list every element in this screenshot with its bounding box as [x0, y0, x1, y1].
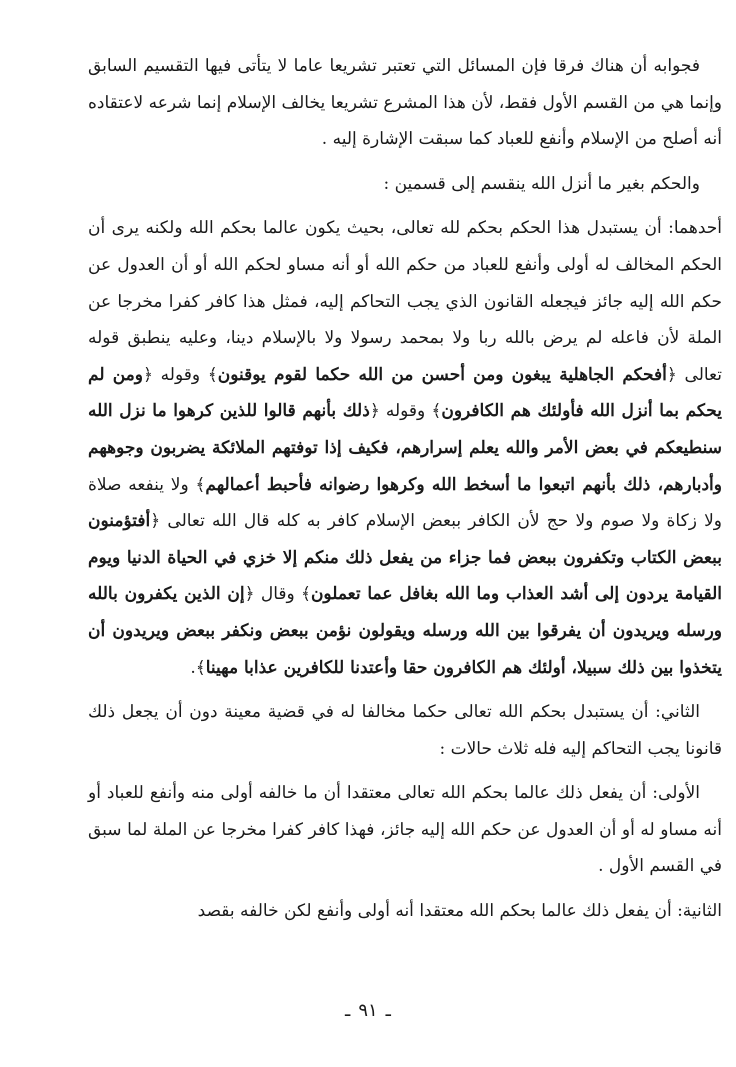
- paragraph-second-type: الثاني: أن يستبدل بحكم الله تعالى حكما مخالفا له في قضية معينة دون أن يجعل ذلك قانونا يجب التحاكم إليه فله ثلاث حالات :: [88, 702, 722, 759]
- page-number-dash: ـ: [385, 1000, 391, 1021]
- text-segment: ﴾ وقوله ﴿: [369, 401, 442, 422]
- page-number: [0, 1000, 736, 1021]
- quran-verse: ذلك بأنهم قالوا للذين كرهوا ما نزل الله سنطيعكم في بعض الأمر والله يعلم إسرارهم، فكيف إذا توفتهم الملائكة يضربون وجوههم وأدبارهم، ذلك بأنهم اتبعوا ما أسخط الله وكرهوا رضوانه فأحبط أعمالهم: [88, 401, 722, 495]
- quran-verse: أفتؤمنون ببعض الكتاب وتكفرون ببعض فما جزاء من يفعل ذلك منكم إلا خزي في الحياة الدنيا ويوم القيامة يردون إلى أشد العذاب وما الله بغافل عما تعملون: [88, 511, 723, 605]
- page-number-dash: ـ: [345, 1000, 351, 1021]
- text-segment: أحدهما: أن يستبدل هذا الحكم بحكم لله تعالى، بحيث يكون عالما بحكم الله ولكنه يرى أن الحكم المخالف له أولى وأنفع للعباد من حكم الله أو أنه مساو لحكم الله أو أن العدول عن حكم الله إليه جائز فيجعله القانون الذي يجب التحاكم إليه، فمثل هذا كافر كفرا مخرجا عن الملة لأن فاعله لم يرض بالله ربا ولا بمحمد رسولا ولا بالإسلام دينا، وعليه ينطبق قوله تعالى ﴿: [88, 218, 722, 385]
- text-segment: ﴾ وقال ﴿: [244, 584, 311, 605]
- quran-verse: ومن لم يحكم بما أنزل الله فأولئك هم الكافرون: [88, 364, 723, 422]
- page-body: [88, 48, 722, 938]
- quran-verse: أفحكم الجاهلية يبغون ومن أحسن من الله حكما لقوم يوقنون: [217, 364, 667, 385]
- text-segment: ﴾ وقوله ﴿: [142, 364, 218, 385]
- paragraph-second-case: الثانية: أن يفعل ذلك عالما بحكم الله معتقدا أنه أولى وأنفع لكن خالفه بقصد: [197, 901, 722, 922]
- paragraph-division-intro: والحكم بغير ما أنزل الله ينقسم إلى قسمين :: [383, 173, 700, 194]
- text-segment: ﴾ ولا ينفعه صلاة ولا زكاة ولا صوم ولا حج لأن الكافر ببعض الإسلام كافر به كله قال الله تعالى ﴿: [88, 474, 722, 532]
- text-segment: ﴾.: [190, 657, 206, 678]
- paragraph-answer: فجوابه أن هناك فرقا فإن المسائل التي تعتبر تشريعا عاما لا يتأتى فيها التقسيم السابق وإنما هي من القسم الأول فقط، لأن هذا المشرع تشريعا يخالف الإسلام إنما شرعه لاعتقاده أنه أصلح من الإسلام وأنفع للعباد كما سبقت الإشارة إليه .: [88, 56, 722, 150]
- paragraph-first-type: [88, 210, 722, 686]
- paragraph-first-case: الأولى: أن يفعل ذلك عالما بحكم الله تعالى معتقدا أن ما خالفه أولى منه وأنفع للعباد أو أنه مساو له أو أن العدول عن حكم الله إليه جائز، فهذا كافر كفرا مخرجا عن الملة لما سبق في القسم الأول .: [88, 783, 722, 877]
- page-number-value: ٩١: [358, 1000, 378, 1021]
- quran-verse: إن الذين يكفرون بالله ورسله ويريدون أن يفرقوا بين الله ورسله ويقولون نؤمن ببعض ونكفر ببعض ويريدون أن يتخذوا بين ذلك سبيلا، أولئك هم الكافرون حقا وأعتدنا للكافرين عذابا مهينا: [88, 584, 722, 678]
